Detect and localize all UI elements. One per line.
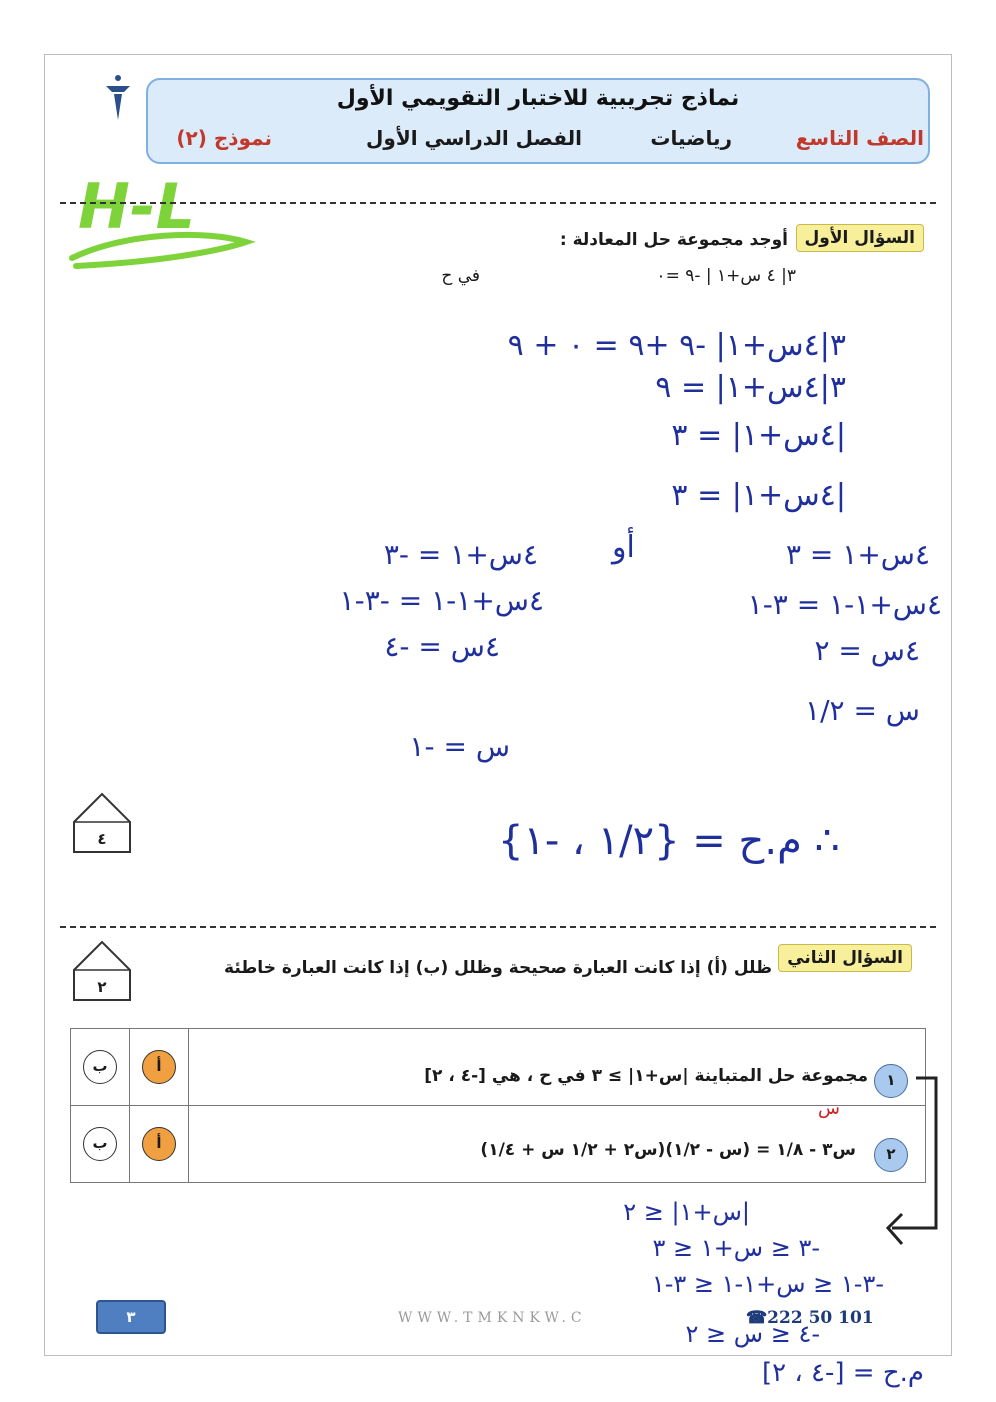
item1-option-a[interactable]: أ — [142, 1050, 176, 1084]
red-annotation: س — [818, 1098, 840, 1119]
phone-number: ☎222 50 101 — [746, 1308, 874, 1328]
grade-label: الصف التاسع — [795, 126, 924, 150]
exam-header — [146, 78, 930, 164]
subject-label: رياضيات — [650, 126, 732, 150]
solution-or: أو — [612, 530, 635, 565]
school-logo-icon — [104, 72, 132, 122]
arrow-icon — [880, 1072, 950, 1262]
question2-label: السؤال الثاني — [778, 944, 912, 972]
solution-left-3: ٤س = -٤ — [384, 630, 500, 663]
question1-equation: ٣| ٤ س+١ | -٩ =٠ — [656, 266, 796, 286]
solution-right-1: ٤س+١ = ٣ — [785, 538, 930, 571]
item1-statement: مجموعة حل المتباينة |س+١| ≥ ٣ في ح ، هي [-٤ ، ٢] — [424, 1066, 868, 1086]
solution-left-2: ٤س+١-١ = -٣-١ — [339, 584, 544, 617]
question1-domain: في ح — [441, 266, 480, 286]
item2-option-b[interactable]: ب — [83, 1127, 117, 1161]
question2-instruction: ظلل (أ) إذا كانت العبارة صحيحة وظلل (ب) إذا كانت العبارة خاطئة — [224, 958, 772, 978]
section-divider-2 — [60, 926, 936, 928]
solution-left-4: س = -١ — [409, 730, 510, 763]
question1-prompt: أوجد مجموعة حل المعادلة : — [559, 230, 788, 250]
item2-option-a[interactable]: أ — [142, 1127, 176, 1161]
solution-line-2: ٣|٤س+١| = ٩ — [655, 370, 846, 405]
teacher-signature: H-L — [78, 170, 196, 243]
website-text: WWW.TMKNKW.C — [398, 1310, 587, 1326]
solution-final-set: ∴ م.ح = {١/٢ ، -١} — [497, 818, 840, 864]
item2-number: ٢ — [874, 1138, 908, 1172]
work-line-2: -٣ ≤ س+١ ≤ ٣ — [652, 1234, 820, 1262]
item1-option-b[interactable]: ب — [83, 1050, 117, 1084]
exam-title: نماذج تجريبية للاختبار التقويمي الأول — [336, 86, 740, 111]
solution-line-4: |٤س+١| = ٣ — [671, 478, 846, 513]
work-line-3: -٣-١ ≤ س+١-١ ≤ ٣-١ — [651, 1270, 884, 1298]
semester-label: الفصل الدراسي الأول — [366, 126, 582, 150]
solution-line-3: |٤س+١| = ٣ — [671, 418, 846, 453]
work-line-1: |س+١| ≤ ٢ — [623, 1198, 750, 1226]
item1-number: ١ — [874, 1064, 908, 1098]
solution-line-1: ٣|٤س+١| -٩ +٩ = ٠ + ٩ — [507, 328, 846, 363]
page-number: ٣ — [96, 1300, 166, 1334]
work-line-4: -٤ ≤ س ≤ ٢ — [685, 1320, 820, 1348]
work-line-5: م.ح = [-٤ ، ٢] — [761, 1358, 924, 1388]
solution-left-1: ٤س+١ = -٣ — [383, 538, 538, 571]
signature-underline — [66, 222, 256, 272]
section-divider-1 — [60, 202, 936, 204]
item2-statement: س٣ - ١/٨ = (س - ١/٢)(س٢ + ١/٢ س + ١/٤) — [480, 1140, 856, 1160]
solution-right-3: ٤س = ٢ — [814, 634, 920, 667]
solution-right-2: ٤س+١-١ = ٣-١ — [747, 588, 942, 621]
solution-right-4: س = ١/٢ — [805, 694, 920, 727]
model-label: نموذج (٢) — [176, 126, 272, 150]
question1-label: السؤال الأول — [796, 224, 924, 252]
